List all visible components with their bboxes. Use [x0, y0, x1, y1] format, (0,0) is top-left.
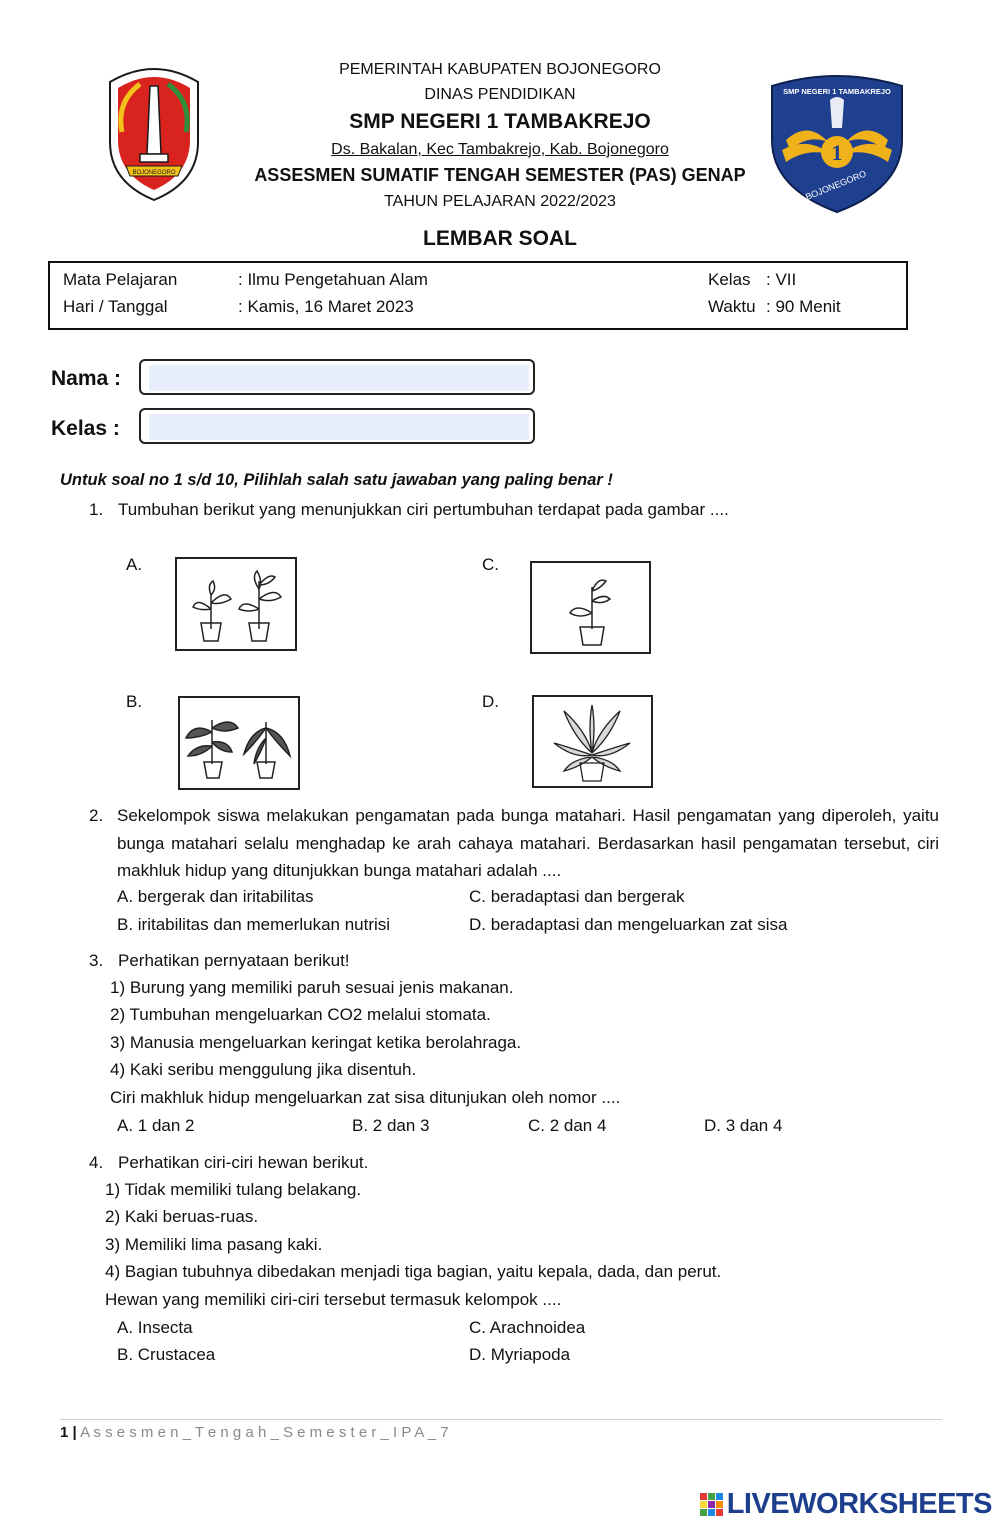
school-name: SMP NEGERI 1 TAMBAKREJO [349, 110, 651, 133]
exam-info-box [48, 261, 908, 330]
q4-statement-3: 3) Memiliki lima pasang kaki. [105, 1235, 323, 1254]
q4-option-b[interactable]: B. Crustacea [117, 1345, 216, 1364]
q1-option-d-image [532, 695, 653, 788]
q3-option-d[interactable]: D. 3 dan 4 [704, 1116, 783, 1135]
class-input[interactable] [149, 414, 529, 440]
liveworksheets-brand [699, 1488, 992, 1521]
q2-option-d[interactable]: D. beradaptasi dan mengeluarkan zat sisa [469, 915, 788, 934]
q2-option-c[interactable]: C. beradaptasi dan bergerak [469, 887, 685, 906]
header-line2: DINAS PENDIDIKAN [424, 86, 576, 103]
q2-option-a[interactable]: A. bergerak dan iritabilitas [117, 887, 314, 906]
date-value: : Kamis, 16 Maret 2023 [238, 297, 414, 316]
header-line1: PEMERINTAH KABUPATEN BOJONEGORO [339, 61, 661, 78]
q3-statement-1: 1) Burung yang memiliki paruh sesuai jenis makanan. [110, 978, 514, 997]
q1-option-a-label: A. [126, 555, 143, 574]
q1-option-d-label: D. [482, 692, 499, 711]
brand-name: LIVEWORKSHEETS [726, 1488, 992, 1520]
class-value: : VII [766, 270, 797, 289]
q1-number: 1. [89, 500, 104, 519]
liveworksheets-logo-icon [699, 1491, 725, 1519]
school-logo [768, 70, 906, 214]
page-number: 1 | [60, 1424, 77, 1441]
instruction: Untuk soal no 1 s/d 10, Pilihlah salah satu jawaban yang paling benar ! [60, 471, 613, 489]
svg-text:SMP NEGERI 1 TAMBAKREJO: SMP NEGERI 1 TAMBAKREJO [783, 87, 891, 96]
q3-option-b[interactable]: B. 2 dan 3 [352, 1116, 430, 1135]
q1-option-b-label: B. [126, 692, 143, 711]
page-title: LEMBAR SOAL [423, 227, 577, 250]
class-label: Kelas [708, 270, 751, 289]
q3-text: Perhatikan pernyataan berikut! [118, 951, 350, 970]
two-small-plants-icon [177, 559, 295, 649]
class-field [139, 408, 535, 444]
q3-number: 3. [89, 951, 104, 970]
q4-statement-4: 4) Bagian tubuhnya dibedakan menjadi tiga bagian, yaitu kepala, dada, dan perut. [105, 1262, 722, 1281]
wilting-plants-icon [180, 698, 298, 788]
q4-option-c[interactable]: C. Arachnoidea [469, 1318, 586, 1337]
q2-option-b[interactable]: B. iritabilitas dan memerlukan nutrisi [117, 915, 391, 934]
name-field [139, 359, 535, 395]
exam-title: ASSESMEN SUMATIF TENGAH SEMESTER (PAS) GENAP [254, 165, 746, 185]
q2-number: 2. [89, 806, 104, 825]
q4-statement-2: 2) Kaki beruas-ruas. [105, 1207, 259, 1226]
q4-prompt: Hewan yang memiliki ciri-ciri tersebut termasuk kelompok .... [105, 1290, 562, 1309]
svg-text:BOJONEGORO: BOJONEGORO [132, 170, 176, 176]
q4-number: 4. [89, 1153, 104, 1172]
q1-option-b-image [178, 696, 300, 790]
subject-label: Mata Pelajaran [63, 270, 178, 289]
footer-doc-name: A s s e s m e n _ T e n g a h _ S e m e s t e r _ I P A _ 7 [80, 1424, 449, 1441]
school-address: Ds. Bakalan, Kec Tambakrejo, Kab. Bojonegoro [331, 141, 669, 158]
school-year: TAHUN PELAJARAN 2022/2023 [384, 193, 616, 210]
bushy-plant-icon [534, 697, 651, 786]
footer-divider [60, 1419, 942, 1420]
q3-statement-3: 3) Manusia mengeluarkan keringat ketika berolahraga. [110, 1033, 522, 1052]
q4-option-a[interactable]: A. Insecta [117, 1318, 193, 1337]
time-label: Waktu [708, 297, 756, 316]
q4-text: Perhatikan ciri-ciri hewan berikut. [118, 1153, 369, 1172]
q3-statement-2: 2) Tumbuhan mengeluarkan CO2 melalui stomata. [110, 1005, 491, 1024]
time-value: : 90 Menit [766, 297, 841, 316]
q1-option-a-image [175, 557, 297, 651]
class-field-label: Kelas : [51, 417, 120, 440]
q3-statement-4: 4) Kaki seribu menggulung jika disentuh. [110, 1060, 417, 1079]
q1-option-c-image [530, 561, 651, 654]
name-input[interactable] [149, 365, 529, 391]
footer [60, 1424, 449, 1441]
q1-option-c-label: C. [482, 555, 499, 574]
name-label: Nama : [51, 367, 122, 390]
q4-statement-1: 1) Tidak memiliki tulang belakang. [105, 1180, 362, 1199]
q4-option-d[interactable]: D. Myriapoda [469, 1345, 571, 1364]
subject-value: : Ilmu Pengetahuan Alam [238, 270, 428, 289]
single-plant-icon [532, 563, 649, 652]
q3-prompt: Ciri makhluk hidup mengeluarkan zat sisa ditunjukan oleh nomor .... [110, 1088, 621, 1107]
date-label: Hari / Tanggal [63, 297, 168, 316]
q2-text: Sekelompok siswa melakukan pengamatan pada bunga matahari. Hasil pengamatan yang diperoleh, yaitu bunga matahari selalu menghadap ke arah cahaya matahari. Berdasarkan hasil pengamatan tersebut, ciri makhluk hidup yang ditunjukkan bunga matahari adalah .... [117, 806, 939, 880]
svg-text:BOJONEGORO: BOJONEGORO [804, 168, 868, 202]
svg-text:1: 1 [831, 140, 843, 165]
q3-option-c[interactable]: C. 2 dan 4 [528, 1116, 607, 1135]
q3-option-a[interactable]: A. 1 dan 2 [117, 1116, 195, 1135]
q1-text: Tumbuhan berikut yang menunjukkan ciri pertumbuhan terdapat pada gambar .... [118, 500, 729, 519]
